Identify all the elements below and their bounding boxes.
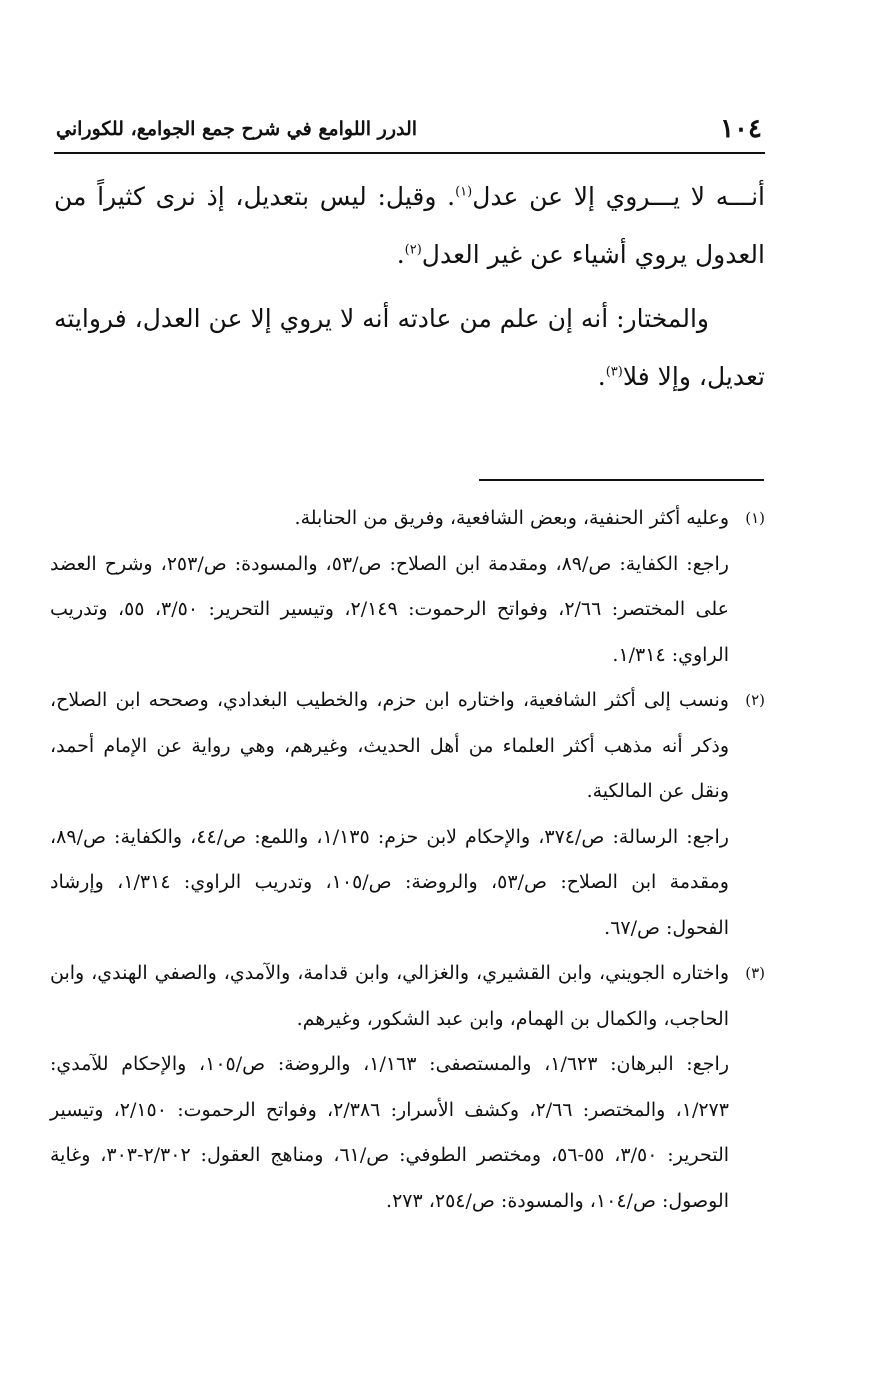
main-text-run: أنـــه لا يـــروي إلا عن عدل xyxy=(472,182,765,211)
main-text-run: . وقيل: ليس بتعديل، إذ نرى كثيراً من العدول يروي أشياء عن غير العدل xyxy=(54,182,765,269)
footnote-references: راجع: الكفاية: ص/٨٩، ومقدمة ابن الصلاح: ص/٥٣، والمسودة: ص/٢٥٣، وشرح العضد على المختصر: ٢/٦٦، وفواتح الرحموت: ٢/١٤٩، وتيسير التحرير: ٣/٥٠، ٥٥، وتدريب الراوي: ١/٣١٤. xyxy=(50,552,730,666)
footnote-text: ونسب إلى أكثر الشافعية، واختاره ابن حزم، والخطيب البغدادي، وصححه ابن الصلاح، وذكر أنه مذهب أكثر العلماء من أهل الحديث، وغيرهم، وهي رواية عن الإمام أحمد، ونقل عن المالكية. xyxy=(50,689,729,802)
main-paragraph xyxy=(54,168,765,284)
running-head: الدرر اللوامع في شرح جمع الجوامع، للكوراني xyxy=(56,118,418,140)
footnote-body xyxy=(50,951,729,1224)
main-text-run: . xyxy=(396,240,405,269)
footnotes xyxy=(50,496,765,1224)
footnote-body xyxy=(50,496,729,678)
footnote-number: (٢) xyxy=(745,691,765,709)
main-paragraph xyxy=(54,290,765,406)
page-header xyxy=(56,112,762,146)
footnote-text: واختاره الجويني، وابن القشيري، والغزالي، وابن قدامة، والآمدي، والصفي الهندي، وابن الحاجب، والكمال بن الهمام، وابن عبد الشكور، وغيرهم. xyxy=(50,962,729,1030)
footnote-references: راجع: الرسالة: ص/٣٧٤، والإحكام لابن حزم: ١/١٣٥، واللمع: ص/٤٤، والكفاية: ص/٨٩، ومقدمة ابن الصلاح: ص/٥٣، والروضة: ص/١٠٥، وتدريب الراوي: ١/٣١٤، وإرشاد الفحول: ص/٦٧. xyxy=(50,825,729,939)
footnote xyxy=(50,496,765,678)
footnote-references: راجع: البرهان: ١/٦٢٣، والمستصفى: ١/١٦٣، والروضة: ص/١٠٥، والإحكام للآمدي: ١/٢٧٣، والمختصر: ٢/٦٦، وكشف الأسرار: ٢/٣٨٦، وفواتح الرحموت: ٢/١٥٠، وتيسير التحرير: ٣/٥٠، ٥٥-٥٦، ومختصر الطوفي: ص/٦١، ومناهج العقول: ٢/٣٠٢-٣٠٣، وغاية الوصول: ص/١٠٤، والمسودة: ص/٢٥٤، ٢٧٣. xyxy=(50,1053,730,1212)
footnote xyxy=(50,951,765,1224)
footnote-ref: (٣) xyxy=(605,364,623,380)
main-text-run: والمختار: أنه إن علم من عادته أنه لا يروي إلا عن العدل، فروايته تعديل، وإلا فلا xyxy=(54,304,765,391)
footnote-text: وعليه أكثر الحنفية، وبعض الشافعية، وفريق من الحنابلة. xyxy=(294,507,729,529)
footnote-number: (٣) xyxy=(745,964,765,982)
page-number: ١٠٤ xyxy=(720,114,762,144)
footnote-body xyxy=(50,678,729,951)
main-text xyxy=(54,168,765,406)
header-rule xyxy=(54,152,765,154)
footnote xyxy=(50,678,765,951)
main-text-run: . xyxy=(597,362,606,391)
footnote-number: (١) xyxy=(745,509,765,527)
footnote-ref: (٢) xyxy=(404,242,422,258)
footnote-separator xyxy=(479,479,764,481)
footnote-ref: (١) xyxy=(455,184,473,200)
